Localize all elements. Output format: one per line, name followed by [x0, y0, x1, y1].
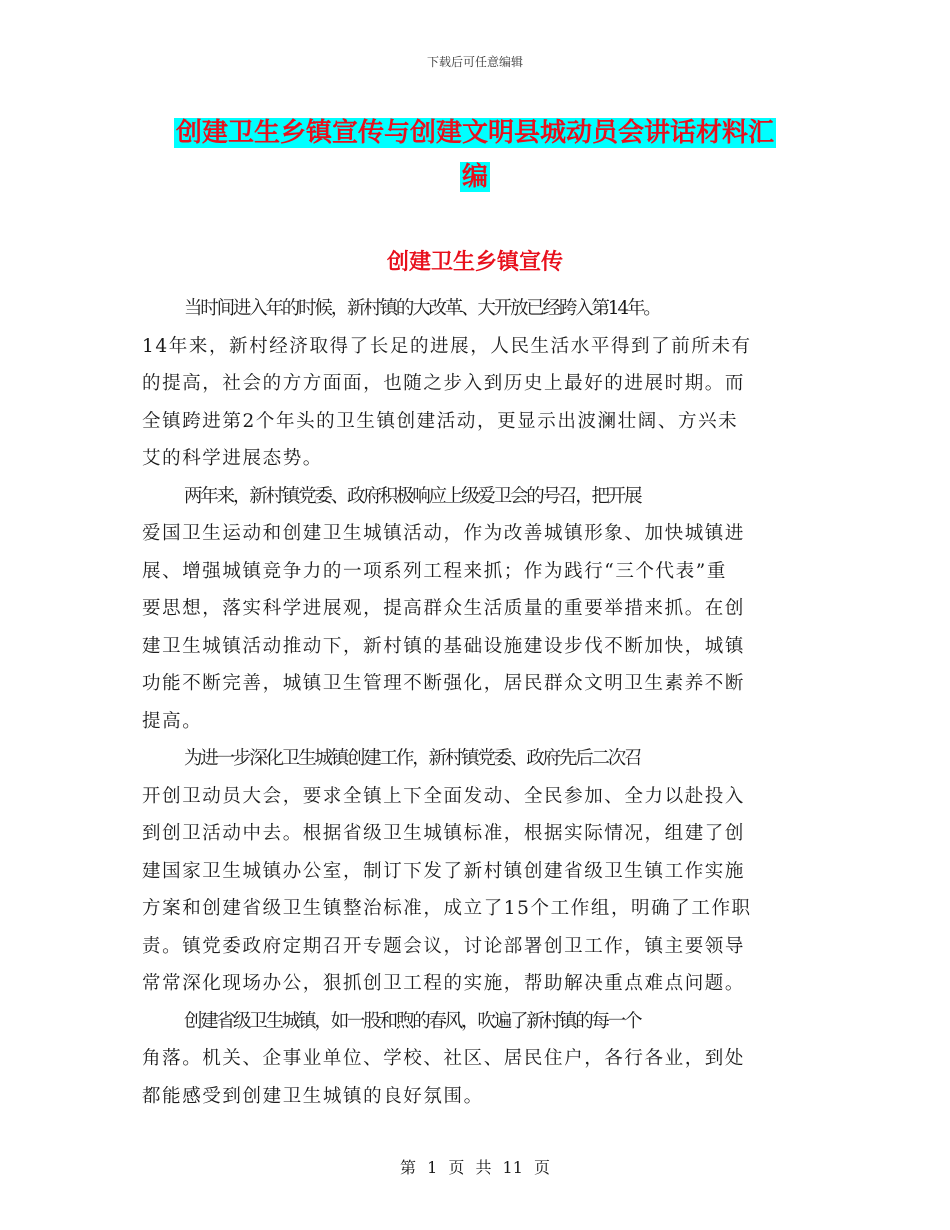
paragraph-line: 提高。 — [142, 710, 203, 732]
paragraph-line: 到创卫活动中去。根据省级卫生城镇标准，根据实际情况，组建了创 — [142, 823, 746, 844]
paragraph-line: 14年来，新村经济取得了长足的进展，人民生活水平得到了前所未有 — [142, 335, 752, 357]
paragraph-line: 全镇跨进第2个年头的卫生镇创建活动，更显示出波澜壮阔、方兴未 — [142, 410, 739, 432]
paragraph-line: 当时间进入年的时候，新村镇的大改革、大开放已经跨入第14年。 — [184, 298, 660, 319]
paragraph — [142, 740, 810, 1003]
paragraph-line: 功能不断完善，城镇卫生管理不断强化，居民群众文明卫生素养不断 — [142, 673, 746, 694]
paragraph — [142, 290, 810, 478]
paragraph — [142, 478, 810, 741]
paragraph-line: 为进一步深化卫生城镇创建工作，新村镇党委、政府先后二次召 — [184, 748, 641, 769]
section-title: 创建卫生乡镇宣传 — [386, 249, 563, 275]
document-title-line-1: 创建卫生乡镇宣传与创建文明县城动员会讲话材料汇 — [175, 118, 774, 148]
header-note: 下载后可任意编辑 — [426, 55, 523, 69]
document-title-line-2: 编 — [461, 162, 488, 192]
body-text — [142, 290, 810, 1115]
paragraph-line: 都能感受到创建卫生城镇的良好氛围。 — [142, 1085, 484, 1107]
paragraph-line: 角落。机关、企事业单位、学校、社区、居民住户，各行各业，到处 — [142, 1048, 746, 1069]
paragraph-line: 展、增强城镇竞争力的一项系列工程来抓；作为践行“三个代表”重 — [142, 560, 727, 582]
paragraph-line: 创建省级卫生城镇，如一股和煦的春风，吹遍了新村镇的每一个 — [184, 1010, 641, 1032]
paragraph-line: 开创卫动员大会，要求全镇上下全面发动、全民参加、全力以赴投入 — [142, 785, 746, 807]
document-title — [140, 111, 810, 199]
paragraph-line: 方案和创建省级卫生镇整治标准，成立了15个工作组，明确了工作职 — [142, 898, 752, 919]
paragraph-line: 的提高，社会的方方面面，也随之步入到历史上最好的进展时期。而 — [142, 373, 746, 394]
paragraph — [142, 1003, 810, 1116]
paragraph-line: 两年来，新村镇党委、政府积极响应上级爱卫会的号召，把开展 — [184, 485, 641, 507]
paragraph-line: 责。镇党委政府定期召开专题会议，讨论部署创卫工作，镇主要领导 — [142, 935, 746, 957]
paragraph-line: 要思想，落实科学进展观，提高群众生活质量的重要举措来抓。在创 — [142, 598, 746, 619]
paragraph-line: 常常深化现场办公，狠抓创卫工程的实施，帮助解决重点难点问题。 — [142, 973, 746, 994]
paragraph-line: 艾的科学进展态势。 — [142, 448, 323, 469]
paragraph-line: 爱国卫生运动和创建卫生城镇活动，作为改善城镇形象、加快城镇进 — [142, 523, 746, 544]
paragraph-line: 建国家卫生城镇办公室，制订下发了新村镇创建省级卫生镇工作实施 — [142, 860, 746, 882]
paragraph-line: 建卫生城镇活动推动下，新村镇的基础设施建设步伐不断加快，城镇 — [142, 635, 746, 657]
page-footer: 第 1 页 共 11 页 — [400, 1158, 550, 1177]
